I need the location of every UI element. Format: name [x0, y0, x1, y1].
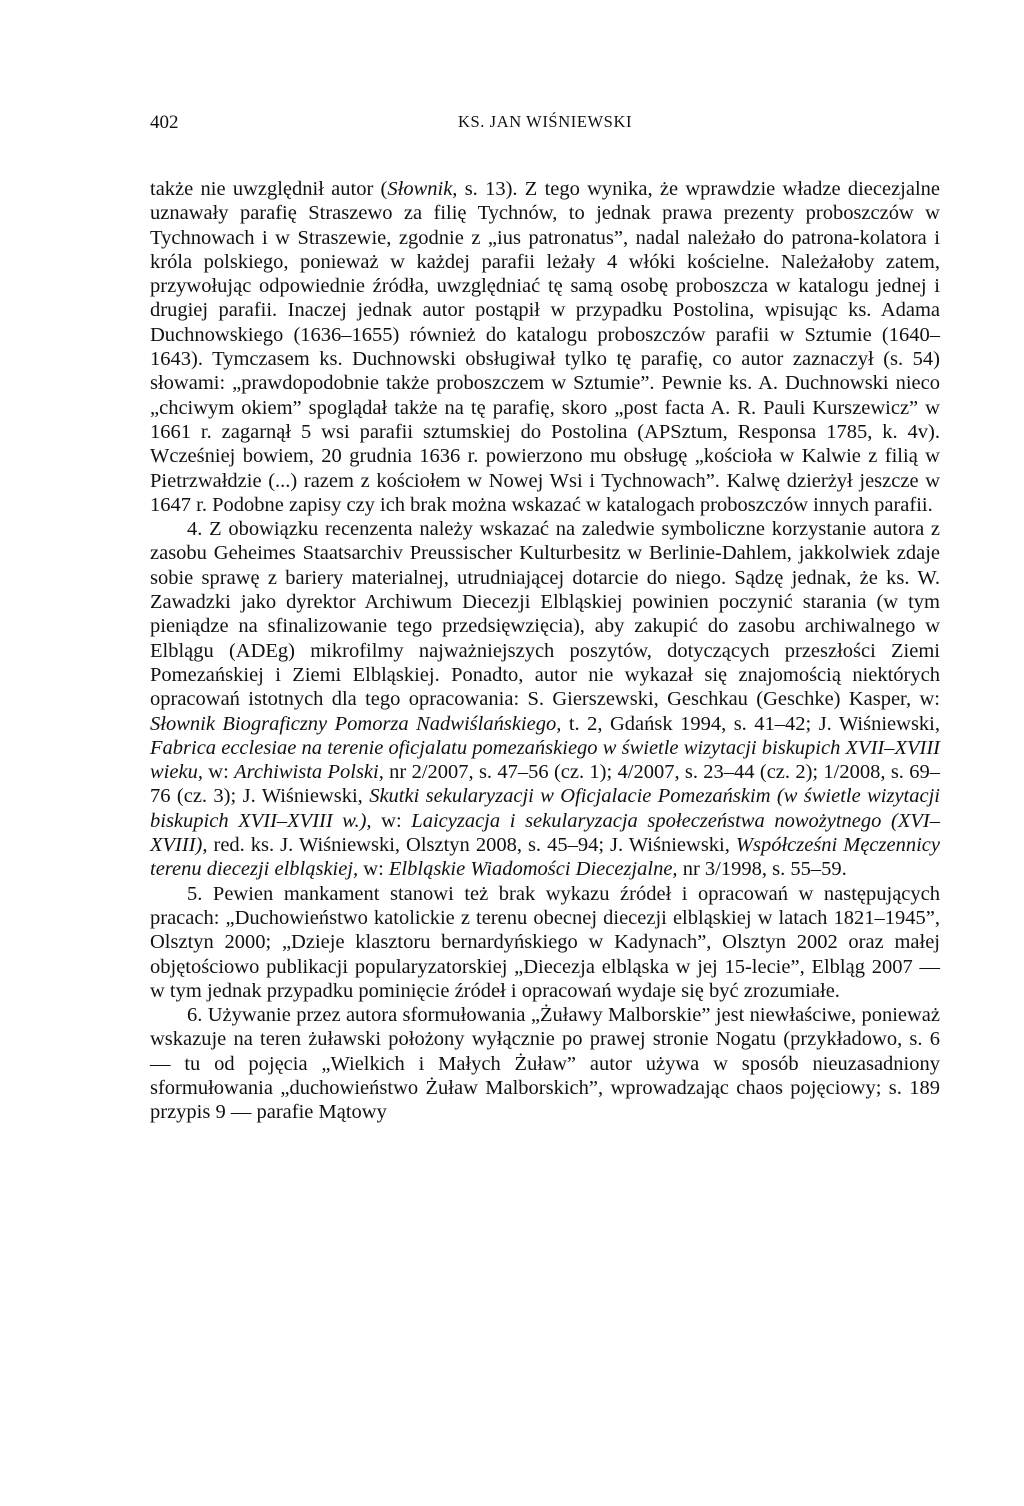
italic-title: Laicyzacja i sekularyzacja społeczeństwa nowożytnego (XVI–XVIII), — [150, 809, 940, 857]
text-run: t. 2, Gdańsk 1994, s. 41–42; J. Wiśniewski, — [561, 712, 940, 735]
paragraph-4 — [150, 1003, 940, 1124]
page-content — [150, 112, 940, 1125]
text-run: nr 2/2007, s. 47–56 (cz. 1); 4/2007, s. 23–44 (cz. 2); 1/2008, s. 69–76 (cz. 3); J. Wiśniewski, — [150, 761, 940, 808]
text-run: w: — [202, 761, 235, 784]
text-run: 4. Z obowiązku recenzenta należy wskazać na zaledwie symboliczne korzystanie autora z zasobu Geheimes Staatsarchiv Preussischer Kulturbesitz w Berlinie-Dahlem, jakkolwiek zdaje sobie sprawę z bariery materialnej, utrudniającej dotarcie do niego. Sądzę jednak, że ks. W. Zawadzki jako dyrektor Archiwum Diecezji Elbląskiej powinien poczynić starania (w tym pieniądze na sfinalizowanie tego przedsięwzięcia), aby zakupić do zasobu archiwalnego w Elblągu (ADEg) mikrofilmy najważniejszych poszytów, dotyczących przeszłości Ziemi Pomezańskiej i Ziemi Elbląskiej. Ponadto, autor nie wykazał się znajomością niektórych opracowań istotnych dla tego opracowania: S. Gierszewski, Geschkau (Geschke) Kasper, w: — [150, 518, 940, 711]
text-run: s. 13). Z tego wynika, że wprawdzie władze diecezjalne uznawały parafię Straszewo za filię Tychnów, to jednak prawa prezenty proboszczów w Tychnowach i w Straszewie, zgodnie z „ius patronatus”, nadal należało do patrona-kolatora i króla polskiego, ponieważ w każdej parafii leżały 4 włóki kościelne. Należałoby zatem, przywołując odpowiednie źródła, uwzględniać tę samą osobę proboszcza w katalogu jednej i drugiej parafii. Inaczej jednak autor postąpił w przypadku Postolina, wpisując ks. Adama Duchnowskiego (1636–1655) również do katalogu proboszczów parafii w Sztumie (1640–1643). Tymczasem ks. Duchnowski obsługiwał tylko tę parafię, co autor zaznaczył (s. 54) słowami: „prawdopodobnie także proboszczem w Sztumie”. Pewnie ks. A. Duchnowski nieco „chciwym okiem” spoglądał także na tę parafię, skoro „post facta A. R. Pauli Kurszewicz” w 1661 r. zagarnął 5 wsi parafii sztumskiej do Postolina (APSztum, Responsa 1785, k. 4v). Wcześniej bowiem, 20 grudnia 1636 r. powierzono mu obsługę „kościoła w Kalwie z filią w Pietrzwałdzie (...) razem z kościołem w Nowej Wsi i Tychnowach”. Kalwę dzierżył jeszcze w 1647 r. Podobne zapisy czy ich brak można wskazać w katalogach proboszczów innych parafii. — [150, 178, 941, 516]
running-head: KS. JAN WIŚNIEWSKI — [457, 112, 633, 131]
text-run: 6. Używanie przez autora sformułowania „Żuławy Malborskie” jest niewłaściwe, ponieważ wskazuje na teren żuławski położony wyłącznie po prawej stronie Nogatu (przykładowo, s. 6 — tu od pojęcia „Wielkich i Małych Żuław” autor używa w sposób nieuzasadniony sformułowania „duchowieństwo Żuław Malborskich”, wprowadzając chaos pojęciowy; s. 189 przypis 9 — parafie Mątowy — [150, 1004, 940, 1124]
italic-title: Słownik Biograficzny Pomorza Nadwiślańskiego, — [150, 712, 562, 735]
body-text — [150, 177, 940, 1125]
italic-title: Słownik, — [387, 178, 458, 200]
italic-title: Fabrica ecclesiae na terenie oficjalatu pomezańskiego w świetle wizytacji biskupich XVII–XVIII wieku, — [150, 736, 940, 784]
italic-title: Współcześni Męczennicy terenu diecezji elbląskiej, — [150, 834, 940, 881]
text-run: także nie uwzględnił autor ( — [150, 178, 388, 200]
text-run: w: — [358, 858, 389, 881]
paragraph-1 — [150, 177, 940, 517]
text-run: 5. Pewien mankament stanowi też brak wykazu źródeł i opracowań w następujących pracach: „Duchowieństwo katolickie z terenu obecnej diecezji elbląskiej w latach 1821–1945”, Olsztyn 2000; „Dzieje klasztoru bernardyńskiego w Kadynach”, Olsztyn 2002 oraz małej objętościowo publikacji popularyzatorskiej „Diecezja elbląska w jej 15-lecie”, Elbląg 2007 — w tym jednak przypadku pominięcie źródeł i opracowań wydaje się być zrozumiałe. — [150, 882, 940, 1002]
text-run: w: — [371, 809, 412, 832]
paragraph-3 — [150, 882, 940, 1003]
italic-title: Elbląskie Wiadomości Diecezjalne, — [388, 858, 678, 881]
text-run: red. ks. J. Wiśniewski, Olsztyn 2008, s. 45–94; J. Wiśniewski, — [207, 834, 736, 857]
italic-title: Skutki sekularyzacji w Oficjalacie Pomezańskim (w świetle wizytacji biskupich XVII–XVIII w.), — [150, 785, 940, 832]
italic-title: Archiwista Polski, — [234, 761, 384, 784]
text-run: nr 3/1998, s. 55–59. — [677, 858, 847, 881]
page-header — [150, 112, 940, 142]
paragraph-2 — [150, 517, 940, 881]
page-number: 402 — [150, 112, 179, 133]
